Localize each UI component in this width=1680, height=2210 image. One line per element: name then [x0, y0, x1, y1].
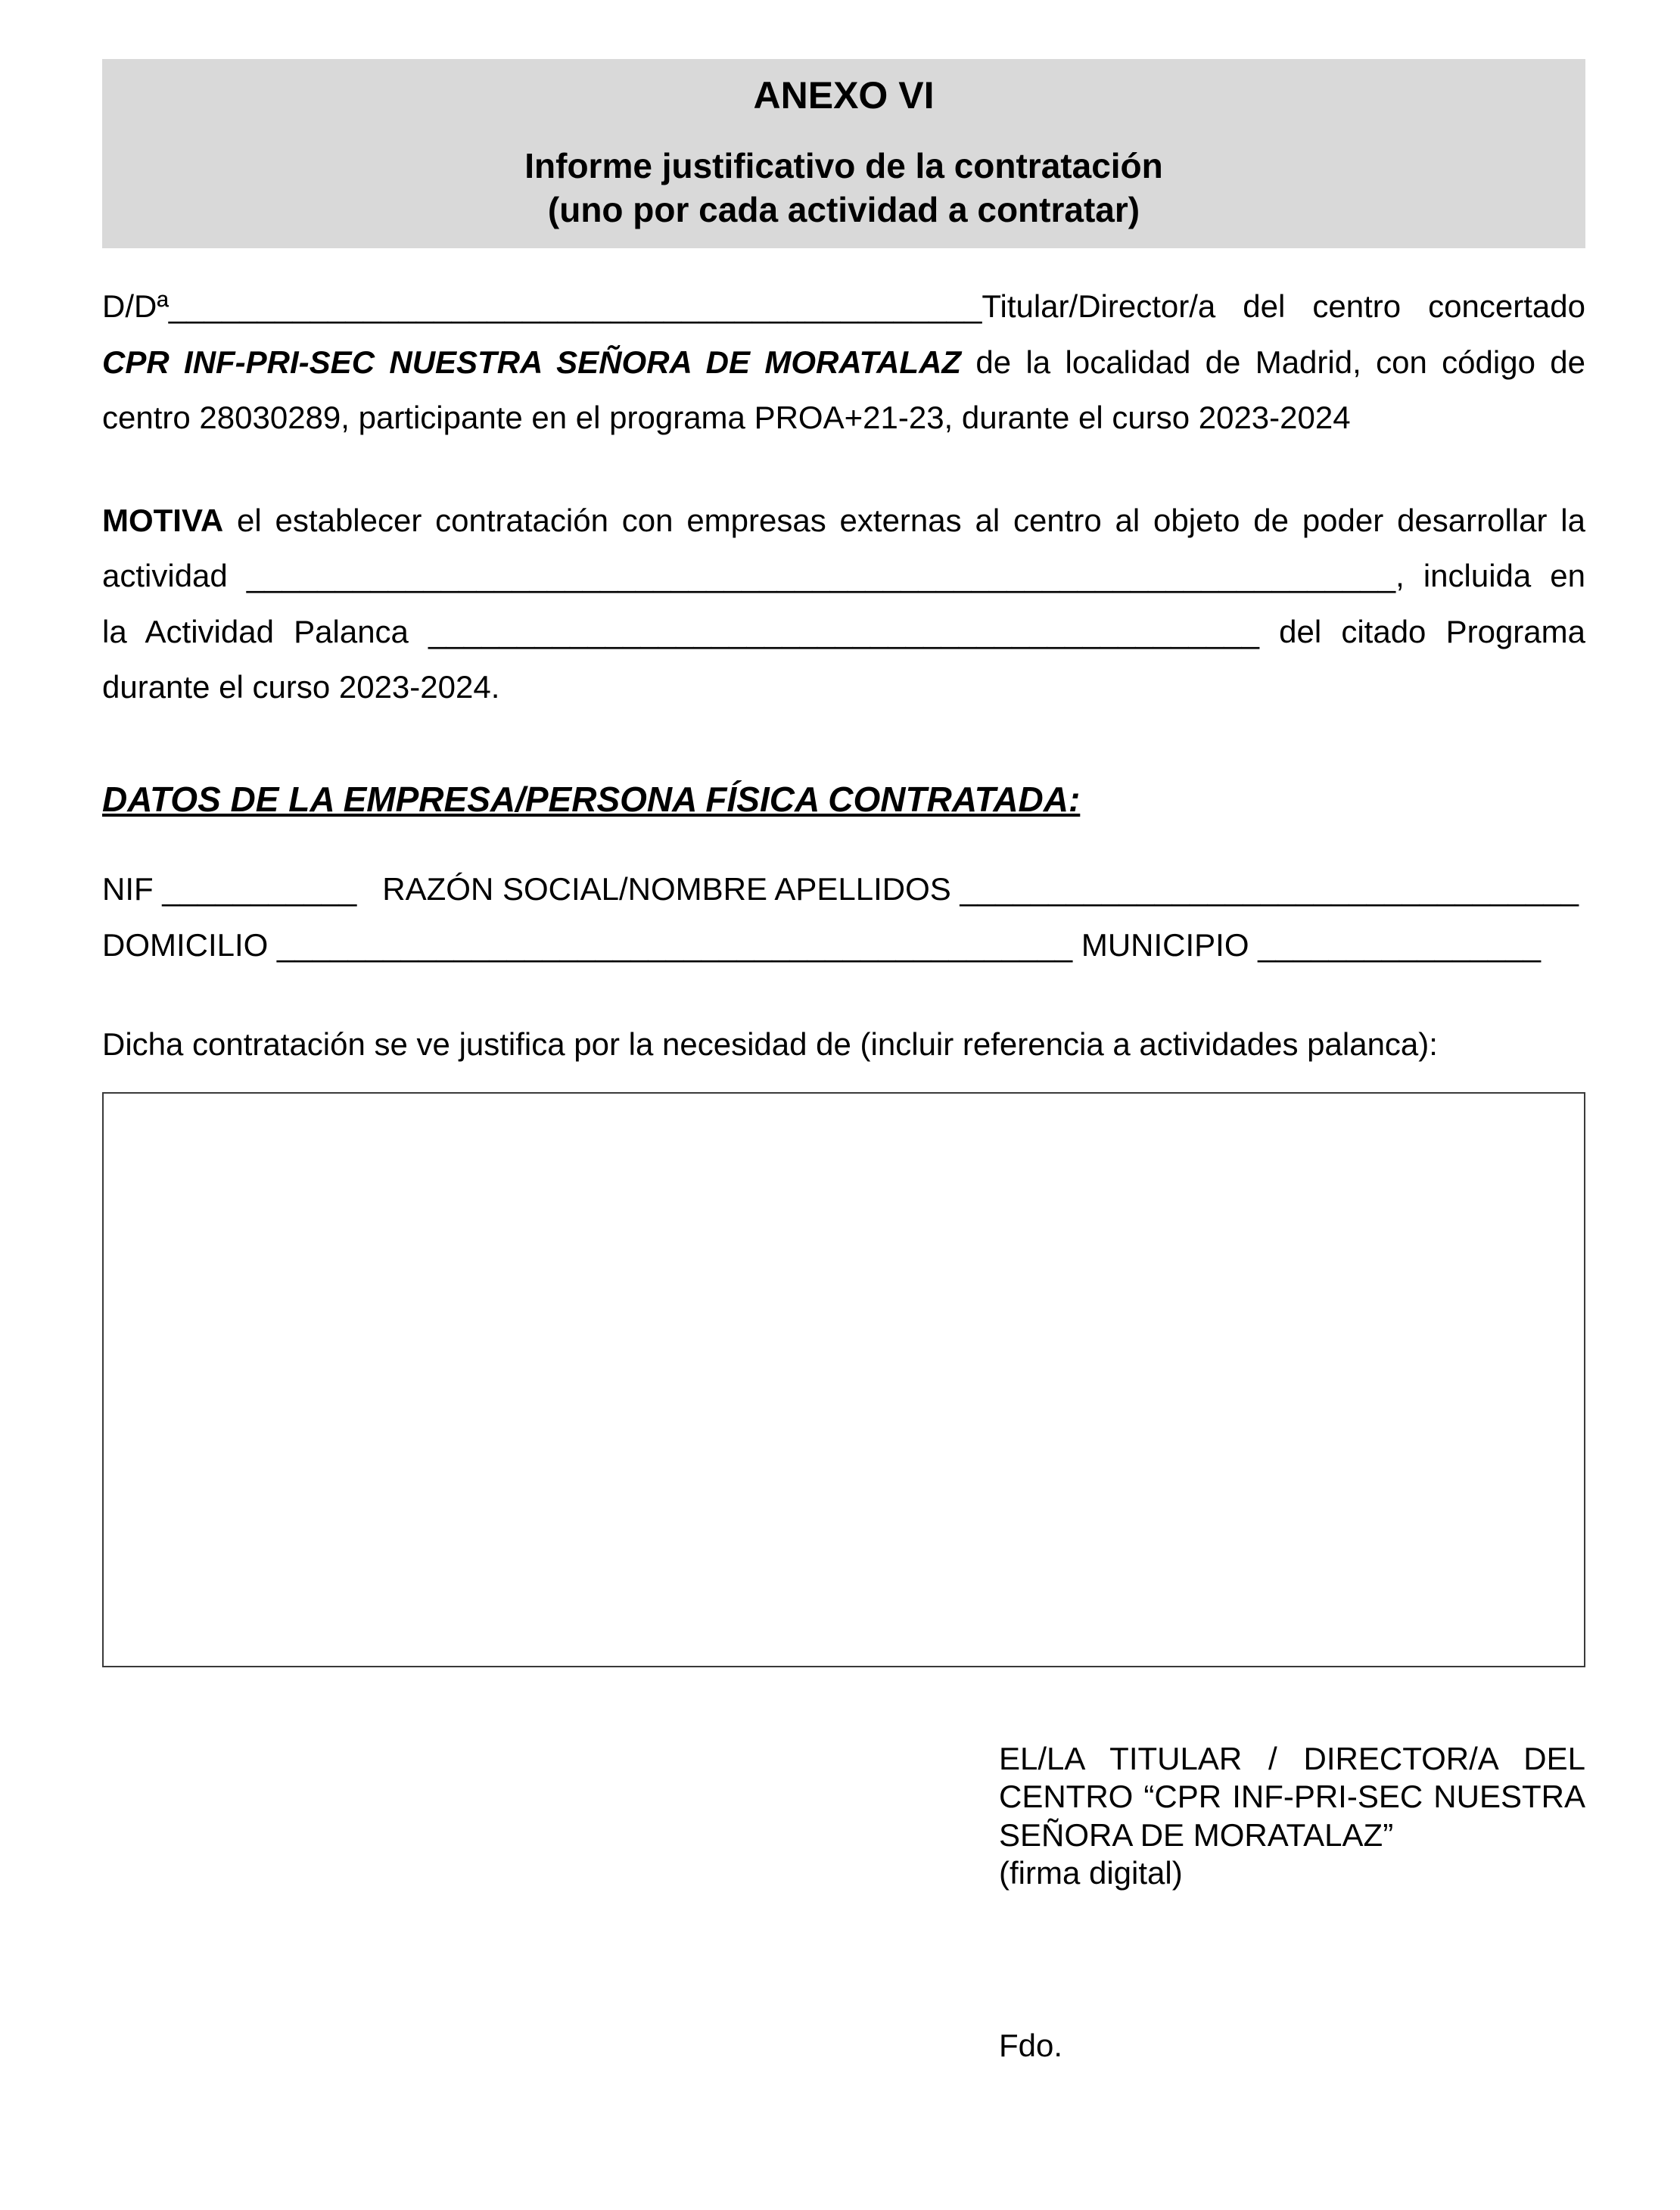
palanca-blank-line: _______________________________________________ [428, 613, 1259, 649]
intro-continuation: de la localidad de Madrid, con código de centro 28030289, participante en el programa PROA+21-23, durante el curso 2023-2024 [102, 344, 1586, 435]
signature-fdo-label: Fdo. [999, 2028, 1063, 2064]
razon-blank-line: ___________________________________ [960, 871, 1579, 907]
nif-label: NIF [102, 871, 163, 907]
titular-text: Titular/Director/a del centro concertado [982, 288, 1585, 324]
signature-firma-note: (firma digital) [999, 1854, 1183, 1891]
domicilio-label: DOMICILIO [102, 926, 278, 963]
nif-razon-line [102, 861, 1585, 917]
datos-heading: DATOS DE LA EMPRESA/PERSONA FÍSICA CONTRATADA: [102, 779, 1081, 819]
motiva-text: el establecer contratación con empresas externas al centro al objeto de poder desarrollar la actividad [102, 502, 1585, 593]
nif-blank-line: ___________ [162, 871, 357, 907]
motiva-middle-text: , incluida en la Actividad Palanca [102, 558, 1585, 649]
form-title: ANEXO VI [753, 74, 935, 117]
form-subtitle-note: (uno por cada actividad a contratar) [547, 189, 1140, 229]
signature-block [999, 1740, 1585, 2065]
signature-title: EL/LA TITULAR / DIRECTOR/A DEL CENTRO “CPR INF-PRI-SEC NUESTRA SEÑORA DE MORATALAZ” [999, 1740, 1585, 1853]
razon-label: RAZÓN SOCIAL/NOMBRE APELLIDOS [382, 871, 960, 907]
motiva-suffix-text: del citado Programa durante el curso 2023-2024. [102, 613, 1585, 705]
motiva-paragraph [102, 493, 1585, 715]
activity-blank-line: _________________________________________________________________ [246, 558, 1396, 593]
form-subtitle: Informe justificativo de la contratación [524, 146, 1163, 185]
name-blank-line: ______________________________________________ [168, 288, 982, 324]
justification-intro: Dicha contratación se ve justifica por la necesidad de (incluir referencia a actividades palanca): [102, 1026, 1438, 1063]
form-header [102, 59, 1585, 248]
motiva-keyword: MOTIVA [102, 502, 224, 538]
domicilio-blank-line: _____________________________________________ [277, 926, 1073, 963]
domicilio-municipio-line [102, 917, 1585, 973]
center-name: CPR INF-PRI-SEC NUESTRA SEÑORA DE MORATALAZ [102, 344, 962, 380]
municipio-label: MUNICIPIO [1072, 926, 1258, 963]
intro-paragraph [102, 279, 1585, 446]
dd-prefix: D/Dª [102, 288, 169, 324]
justification-box [102, 1092, 1585, 1667]
municipio-blank-line: ________________ [1258, 926, 1541, 963]
